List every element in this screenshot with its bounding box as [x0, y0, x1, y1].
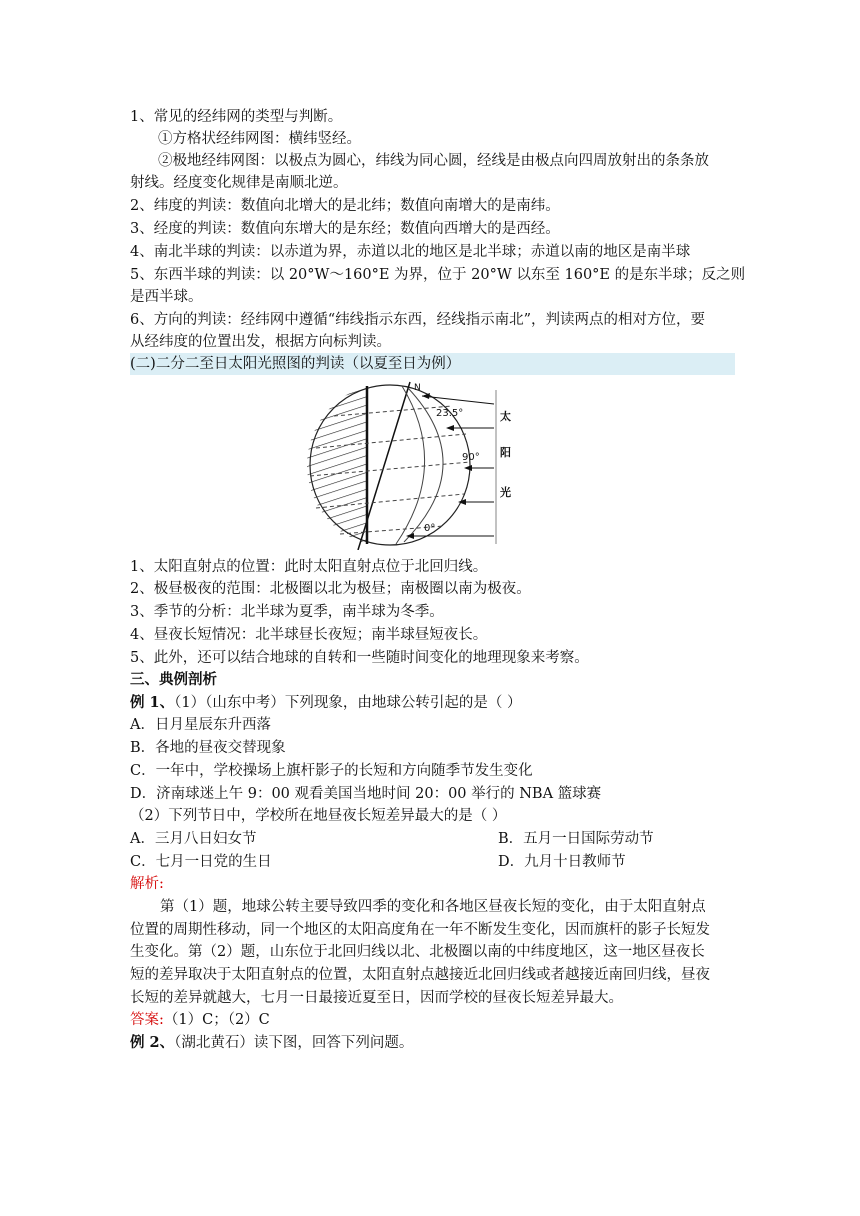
option-d: D．九月十日教师节	[498, 854, 626, 870]
example-label: 例 2、	[130, 1034, 175, 1051]
text-line: ①方格状经纬网图：横纬竖经。	[158, 131, 361, 147]
text-line: 4、昼夜长短情况：北半球昼长夜短；南半球昼短夜长。	[130, 627, 488, 643]
option-a: A．日月星辰东升西落	[130, 717, 271, 733]
example-2-line	[130, 1032, 735, 1054]
text-line: 2、极昼极夜的范围：北极圈以北为极昼；南极圈以南为极夜。	[130, 581, 531, 597]
text-line: 是西半球。	[130, 289, 203, 305]
analysis-label: 解析:	[130, 876, 164, 892]
text-line: 5、此外，还可以结合地球的自转和一些随时间变化的地理现象来考察。	[130, 650, 589, 666]
option-c: C．一年中，学校操场上旗杆影子的长短和方向随季节发生变化	[130, 763, 533, 779]
example-label: 例 1、	[130, 694, 175, 711]
question-text: （1）（山东中考）下列现象，由地球公转引起的是（ ）	[174, 695, 522, 711]
analysis-text: 第（1）题，地球公转主要导致四季的变化和各地区昼夜长短的变化，由于太阳直射点	[160, 899, 706, 915]
analysis-text: 长短的差异就越大，七月一日最接近夏至日，因而学校的昼夜长短差异最大。	[130, 990, 623, 1006]
question-text: （湖北黄石）读下图，回答下列问题。	[174, 1035, 414, 1051]
angle-label-0: 0°	[424, 523, 436, 534]
section-heading: 三、典例剖析	[130, 671, 217, 688]
option-c: C．七月一日党的生日	[130, 854, 272, 870]
text-line: 6、方向的判读：经纬网中遵循“纬线指示东西，经线指示南北”，判读两点的相对方位，要	[130, 312, 706, 328]
text-line: 3、季节的分析：北半球为夏季，南半球为冬季。	[130, 604, 444, 620]
angle-label-90: 90°	[462, 452, 480, 463]
analysis-text: 短的差异取决于太阳直射点的位置，太阳直射点越接近北回归线或者越接近南回归线，昼夜	[130, 967, 710, 983]
analysis-text: 位置的周期性移动，同一个地区的太阳高度角在一年不断发生变化，因而旗杆的影子长短发	[130, 922, 710, 938]
option-b: B．各地的昼夜交替现象	[130, 740, 286, 756]
sun-label-1: 太	[500, 410, 511, 423]
illumination-diagram	[300, 376, 530, 550]
text-line: 2、纬度的判读：数值向北增大的是北纬；数值向南增大的是南纬。	[130, 198, 560, 214]
text-line: 4、南北半球的判读：以赤道为界，赤道以北的地区是北半球；赤道以南的地区是南半球	[130, 244, 691, 260]
text-line: 射线。经度变化规律是南顺北逆。	[130, 175, 348, 191]
text-line: 从经纬度的位置出发，根据方向标判读。	[130, 334, 391, 350]
analysis-text: 生变化。第（2）题，山东位于北回归线以北、北极圈以南的中纬度地区，这一地区昼夜长	[130, 944, 705, 960]
answer-label: 答案:	[130, 1012, 164, 1028]
option-b: B．五月一日国际劳动节	[498, 831, 654, 847]
example-1-question-2: （2）下列节日中，学校所在地昼夜长短差异最大的是（ ）	[130, 808, 507, 824]
angle-label-23: 23.5°	[436, 408, 464, 419]
text-line: ②极地经纬网图：以极点为圆心，纬线为同心圆，经线是由极点向四周放射出的条条放	[158, 153, 709, 169]
text-line: 1、常见的经纬网的类型与判断。	[130, 109, 343, 125]
text-line: 1、太阳直射点的位置：此时太阳直射点位于北回归线。	[130, 559, 488, 575]
answer-line	[130, 1009, 735, 1031]
option-row	[130, 828, 735, 850]
option-row	[130, 851, 735, 873]
text-line: 3、经度的判读：数值向东增大的是东经；数值向西增大的是西经。	[130, 221, 560, 237]
section-heading: (二)二分二至日太阳光照图的判读（以夏至日为例）	[130, 353, 735, 375]
north-label: N	[414, 383, 421, 393]
sun-label-3: 光	[500, 486, 511, 499]
option-d: D．济南球迷上午 9：00 观看美国当地时间 20：00 举行的 NBA 篮球赛	[130, 786, 602, 802]
sun-label-2: 阳	[500, 446, 511, 459]
text-line: 5、东西半球的判读：以 20°W～160°E 为界，位于 20°W 以东至 160°E 的是东半球；反之则	[130, 267, 746, 283]
answer-text: （1）C；（2）C	[163, 1012, 270, 1028]
option-a: A．三月八日妇女节	[130, 831, 257, 847]
example-1-question-1	[130, 692, 735, 714]
